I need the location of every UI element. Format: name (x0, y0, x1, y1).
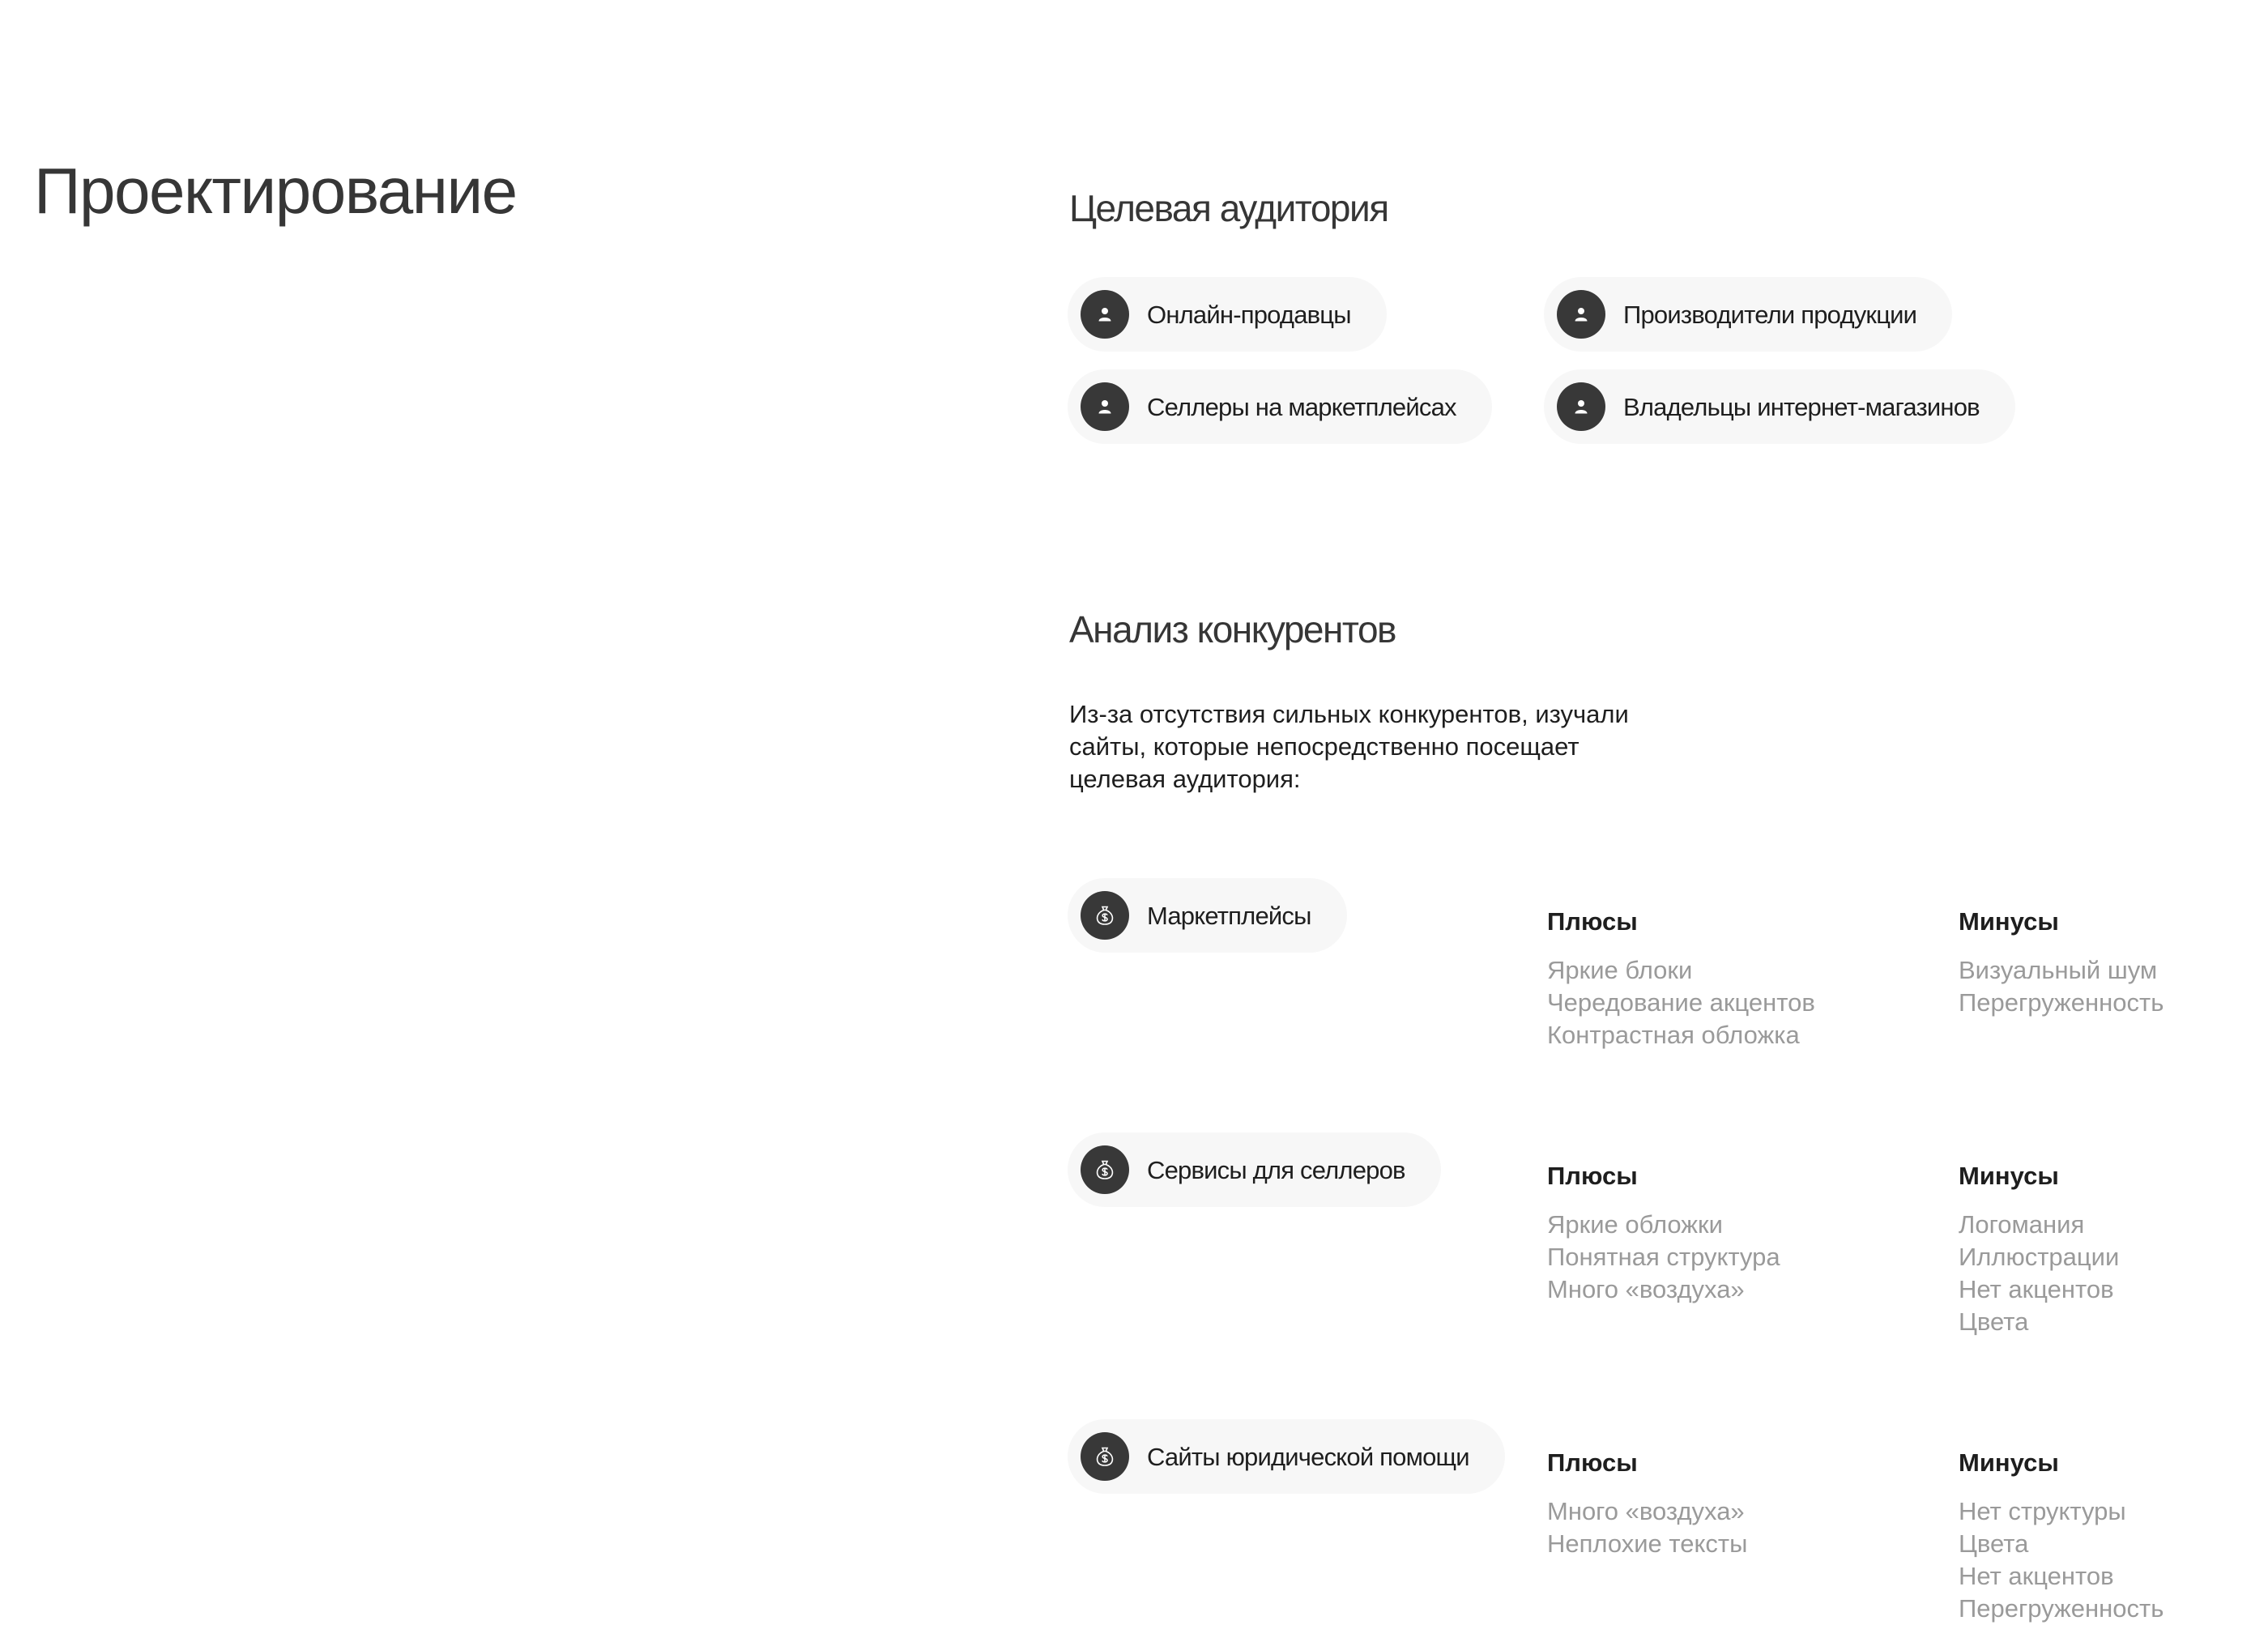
money-bag-icon (1081, 891, 1129, 940)
cons-list (1959, 954, 2164, 1019)
cons-item: Перегруженность (1959, 1594, 2164, 1623)
audience-pill-label: Владельцы интернет-магазинов (1623, 392, 1980, 421)
user-icon (1081, 382, 1129, 431)
audience-pill-label: Производители продукции (1623, 300, 1917, 329)
cons-item: Нет структуры (1959, 1497, 2126, 1525)
pros-item: Неплохие тексты (1547, 1529, 1748, 1558)
cons-item: Нет акцентов (1959, 1275, 2114, 1303)
audience-pill-label: Онлайн-продавцы (1147, 300, 1351, 329)
pros-item: Яркие блоки (1547, 956, 1693, 984)
user-icon (1081, 290, 1129, 339)
page-title: Проектирование (34, 155, 517, 227)
pros-item: Контрастная обложка (1547, 1021, 1800, 1049)
pros-item: Чередование акцентов (1547, 988, 1815, 1017)
audience-section-title: Целевая аудитория (1069, 187, 1388, 229)
competitor-pill-label: Сайты юридической помощи (1147, 1442, 1469, 1471)
cons-item: Иллюстрации (1959, 1243, 2120, 1271)
cons-list (1959, 1495, 2164, 1625)
competitor-pill-seller-services (1068, 1132, 1441, 1207)
cons-item: Перегруженность (1959, 988, 2164, 1017)
pros-heading: Плюсы (1547, 907, 1638, 936)
competitor-pill-label: Сервисы для селлеров (1147, 1155, 1405, 1184)
cons-item: Визуальный шум (1959, 956, 2158, 984)
cons-item: Цвета (1959, 1529, 2029, 1558)
pros-list (1547, 954, 1815, 1051)
pros-item: Много «воздуха» (1547, 1275, 1745, 1303)
cons-heading: Минусы (1959, 907, 2059, 936)
cons-heading: Минусы (1959, 1448, 2059, 1477)
competitors-intro: Из-за отсутствия сильных конкурентов, изучали сайты, которые непосредственно посещает целевая аудитория: (1069, 700, 1629, 793)
cons-item: Логомания (1959, 1210, 2085, 1239)
pros-list (1547, 1209, 1780, 1306)
user-icon (1557, 290, 1605, 339)
cons-item: Цвета (1959, 1307, 2029, 1336)
user-icon (1557, 382, 1605, 431)
pros-item: Понятная структура (1547, 1243, 1780, 1271)
audience-pill-shop-owners (1544, 369, 2015, 444)
audience-pill-online-sellers (1068, 277, 1387, 352)
pros-item: Яркие обложки (1547, 1210, 1723, 1239)
pros-item: Много «воздуха» (1547, 1497, 1745, 1525)
competitor-pill-label: Маркетплейсы (1147, 901, 1311, 930)
money-bag-icon (1081, 1145, 1129, 1194)
audience-pill-producers (1544, 277, 1952, 352)
pros-heading: Плюсы (1547, 1162, 1638, 1190)
competitor-pill-marketplaces (1068, 878, 1347, 953)
pros-list (1547, 1495, 1747, 1560)
cons-list (1959, 1209, 2119, 1338)
competitor-pill-legal-aid (1068, 1419, 1505, 1494)
pros-heading: Плюсы (1547, 1448, 1638, 1477)
competitors-section-title: Анализ конкурентов (1069, 608, 1396, 650)
audience-pill-marketplace-sellers (1068, 369, 1492, 444)
money-bag-icon (1081, 1432, 1129, 1481)
cons-item: Нет акцентов (1959, 1562, 2114, 1590)
audience-pill-label: Селлеры на маркетплейсах (1147, 392, 1456, 421)
cons-heading: Минусы (1959, 1162, 2059, 1190)
